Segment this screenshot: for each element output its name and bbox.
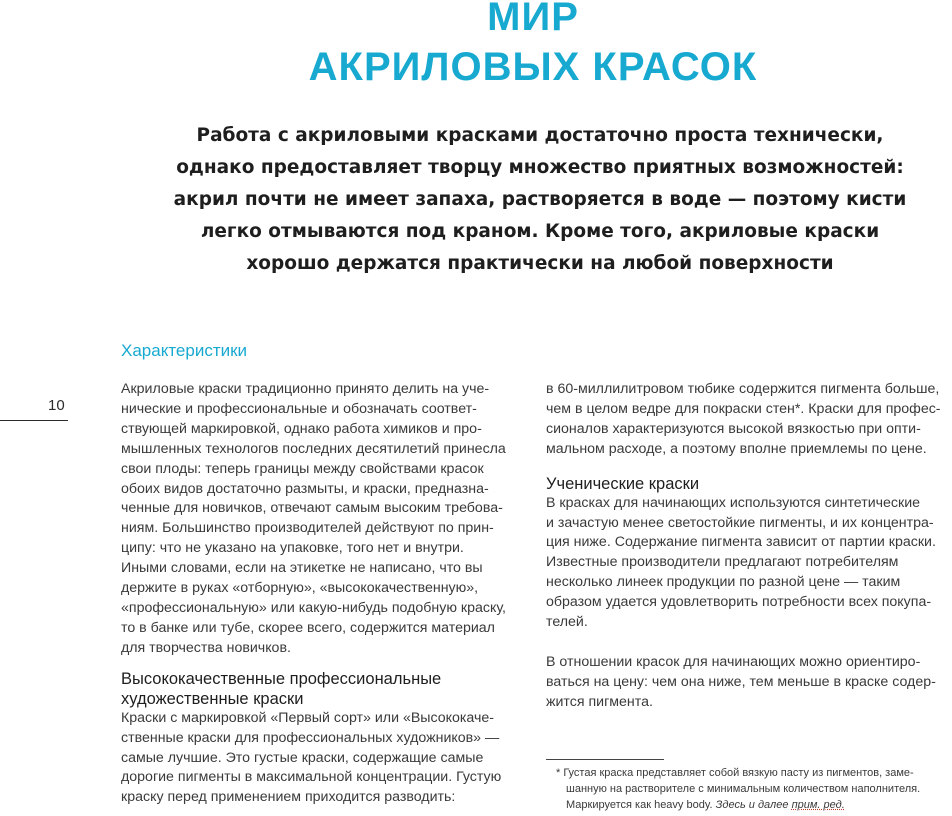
page-number: 10 [48,397,65,414]
text-line: держите в руках «отборную», «высококачественную», [121,580,479,597]
professional-paragraph [121,709,541,809]
subheading-line: Высококачественные профессиональные [121,669,442,688]
text-line: чем в целом ведре для покраски стен*. Краски для профес- [546,400,941,417]
text-line: мальном расходе, а поэтому вполне приемлемы по цене. [546,440,927,457]
subheading-student-paints [546,474,946,494]
text-line: в 60-миллилитровом тюбике содержится пигмента больше, [546,381,940,397]
lead-line: легко отмываются под краном. Кроме того, акриловые краски [200,221,880,242]
text-line: ствующей маркировкой, однако работа химиков и про- [121,420,482,437]
lead-line: Работа с акриловыми красками достаточно проста технически, [196,125,884,146]
text-line: для творчества новичков. [121,639,291,656]
text-line: дорогие пигменты в максимальной концентрации. Густую [121,769,502,786]
text-line: ниям. Большинство производителей действуют по прин- [121,520,494,537]
subheading-line: художественные краски [121,689,304,708]
lead-line: хорошо держатся практически на любой поверхности [246,253,834,274]
student-paragraph [546,494,946,633]
text-line: ция ниже. Содержание пигмента зависит от партии краски. [546,534,936,551]
footnote-editor-note: прим. ред. [791,799,845,811]
text-line: В красках для начинающих используются синтетические [546,494,921,511]
lead-line: однако предоставляет творцу множество приятных возможностей: [176,157,904,178]
text-line: Иными словами, если на этикетке не написано, что вы [121,560,483,577]
footnote-line-3 [556,797,948,813]
footnote-line: * Густая краска представляет собой вязкую пасту из пигментов, заме- [556,767,914,779]
subheading-professional-paints [121,669,541,709]
text-line: жится пигмента. [546,693,653,710]
subheading-line: Ученические краски [546,474,700,493]
lead-line: акрил почти не имеет запаха, растворяется в воде — поэтому кисти [173,189,907,210]
text-line: Известные производители предлагают потребителям [546,554,899,571]
text-line: ственные краски для профессиональных художников» — [121,729,500,746]
footnote-line: шанную на растворителе с минимальным количеством наполнителя. [566,783,921,795]
text-line: мышленных технологов последних десятилетий принесла [121,440,506,457]
footnote [556,765,948,813]
intro-paragraph [121,380,541,659]
page-number-rule [0,420,68,421]
text-line: свои плоды: теперь границы между свойствами красок [121,460,484,477]
lead-paragraph [150,120,930,280]
footnote-rule [546,759,664,760]
text-line: сионалов характеризуются высокой вязкостью при опти- [546,420,921,437]
text-line: нические и профессиональные и обозначать соответ- [121,400,477,417]
text-line: ченные для новичков, отвечают самым высоким требова- [121,500,503,517]
price-paragraph [546,653,946,713]
section-heading-characteristics: Характеристики [121,341,248,360]
continuation-paragraph [546,380,946,460]
text-line: В отношении красок для начинающих можно ориентиро- [546,653,921,670]
text-line: «профессиональную» или какую-нибудь подобную краску, [121,599,506,616]
text-line: ципу: что не указано на упаковке, того нет и внутри. [121,540,464,557]
text-line: самые лучшие. Это густые краски, содержащие самые [121,749,484,766]
page-title-line-1: МИР [487,0,579,39]
text-line: обоих видов достаточно размыты, и краски, предназна- [121,480,489,497]
text-line: Краски с маркировкой «Первый сорт» или «Высококаче- [121,709,495,726]
text-line: то в банке или тубе, скорее всего, содержится материал [121,619,495,636]
page-title-line-2: АКРИЛОВЫХ КРАСОК [308,45,758,89]
footnote-italic-text: Здесь и далее [715,799,789,811]
text-line: несколько линеек продукции по разной цене — таким [546,574,901,591]
text-line: и зачастую менее светостойкие пигменты, и их концентра- [546,514,934,531]
text-line: Акриловые краски традиционно принято делить на уче- [121,381,490,397]
text-line: краску перед применением приходится разводить: [121,789,456,806]
footnote-text: Маркируется как heavy body. [566,799,713,811]
right-column [546,380,946,713]
text-line: образом удается удовлетворить потребности всех покупа- [546,594,932,611]
text-line: ваться на цену: чем она ниже, тем меньше в краске содер- [546,673,936,690]
text-line: телей. [546,614,588,631]
left-column [121,380,541,808]
